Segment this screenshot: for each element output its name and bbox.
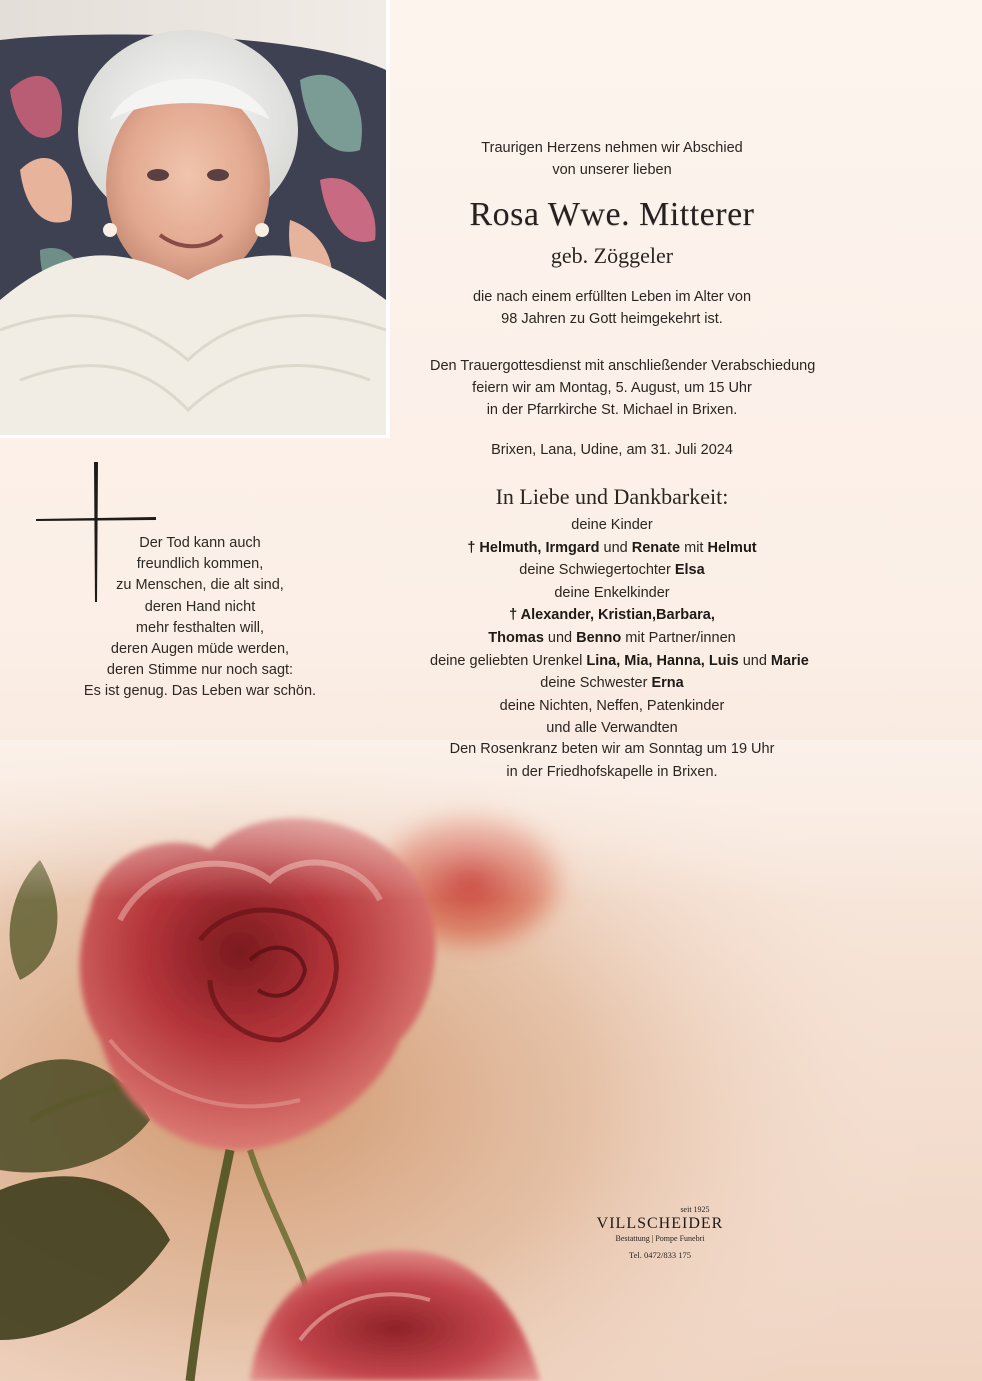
age-text [430, 286, 794, 330]
grandchildren-names: † Alexander, Kristian,Barbara, [509, 607, 715, 624]
sister-line [430, 672, 794, 695]
conjunction: mit [680, 539, 708, 556]
great-grandchild-name: Marie [770, 652, 809, 669]
grandchild-name: Thomas [488, 629, 544, 646]
quote-line: deren Hand nicht [144, 598, 256, 615]
service-text [430, 355, 816, 421]
quote [60, 533, 340, 703]
intro-text [430, 137, 794, 181]
maiden-name: geb. Zöggeler [550, 243, 674, 268]
daughter-in-law-line [430, 559, 794, 582]
grandchildren-line [430, 604, 794, 627]
children-names: † Helmuth, Irmgard [467, 539, 600, 556]
daughter-in-law-label: deine Schwiegertochter [519, 562, 675, 579]
mourners-list [430, 514, 809, 740]
sister-name: Erna [651, 675, 684, 692]
sister-label: deine Schwester [540, 675, 652, 692]
daughter-in-law-name: Elsa [674, 562, 705, 579]
great-grandchildren-line [430, 650, 809, 673]
funeral-home-logo [580, 1205, 740, 1262]
intro-line: Traurigen Herzens nehmen wir Abschied [481, 140, 743, 156]
nieces-line: deine Nichten, Neffen, Patenkinder [499, 697, 725, 714]
quote-line: deren Stimme nur noch sagt: [106, 662, 294, 679]
quote-line: Der Tod kann auch [139, 535, 261, 551]
logo-since: seit 1925 [680, 1205, 710, 1214]
place-date: Brixen, Lana, Udine, am 31. Juli 2024 [491, 442, 733, 458]
age-line: 98 Jahren zu Gott heimgekehrt ist. [501, 311, 723, 327]
conjunction: und [599, 539, 632, 556]
quote-line: Es ist genug. Das Leben war schön. [83, 683, 317, 700]
intro-line: von unserer lieben [552, 162, 672, 178]
great-grandchildren-label: deine geliebten Urenkel [430, 652, 587, 669]
grandchildren-label: deine Enkelkinder [554, 584, 670, 601]
deceased-name: Rosa Wwe. Mitterer [469, 196, 755, 233]
quote-line: deren Augen müde werden, [110, 641, 290, 658]
service-line: Den Trauergottesdienst mit anschließender Verabschiedung [430, 358, 816, 374]
quote-line: freundlich kommen, [136, 556, 264, 573]
mourners-title: In Liebe und Dankbarkeit: [495, 484, 729, 509]
rosary-line: Den Rosenkranz beten wir am Sonntag um 19 Uhr [449, 741, 775, 757]
portrait-frame [0, 0, 390, 438]
quote-line: zu Menschen, die alt sind, [116, 577, 284, 594]
logo-name: VILLSCHEIDER [596, 1215, 724, 1232]
logo-phone: Tel. 0472/833 175 [629, 1250, 691, 1260]
service-line: feiern wir am Montag, 5. August, um 15 Uhr [472, 380, 752, 396]
logo-subtitle: Bestattung | Pompe Funebri [615, 1234, 705, 1243]
children-label: deine Kinder [571, 517, 653, 533]
rosary-text [430, 738, 794, 783]
grandchild-name: Benno [576, 629, 622, 646]
relatives-line: und alle Verwandten [546, 720, 678, 737]
grandchildren-line [430, 627, 794, 650]
great-grandchildren-names: Lina, Mia, Hanna, Luis [586, 652, 739, 669]
portrait-photo [0, 0, 386, 435]
children-line [430, 537, 794, 560]
conjunction: und [543, 629, 577, 646]
service-line: in der Pfarrkirche St. Michael in Brixen. [486, 402, 738, 418]
partners-text: mit Partner/innen [621, 629, 736, 646]
child-name: Renate [631, 539, 681, 556]
spouse-name: Helmut [707, 539, 757, 556]
rosary-line: in der Friedhofskapelle in Brixen. [506, 763, 718, 780]
age-line: die nach einem erfüllten Leben im Alter von [472, 289, 752, 305]
quote-line: mehr festhalten will, [135, 619, 265, 636]
roses-image [0, 740, 982, 1381]
conjunction: und [738, 652, 771, 669]
